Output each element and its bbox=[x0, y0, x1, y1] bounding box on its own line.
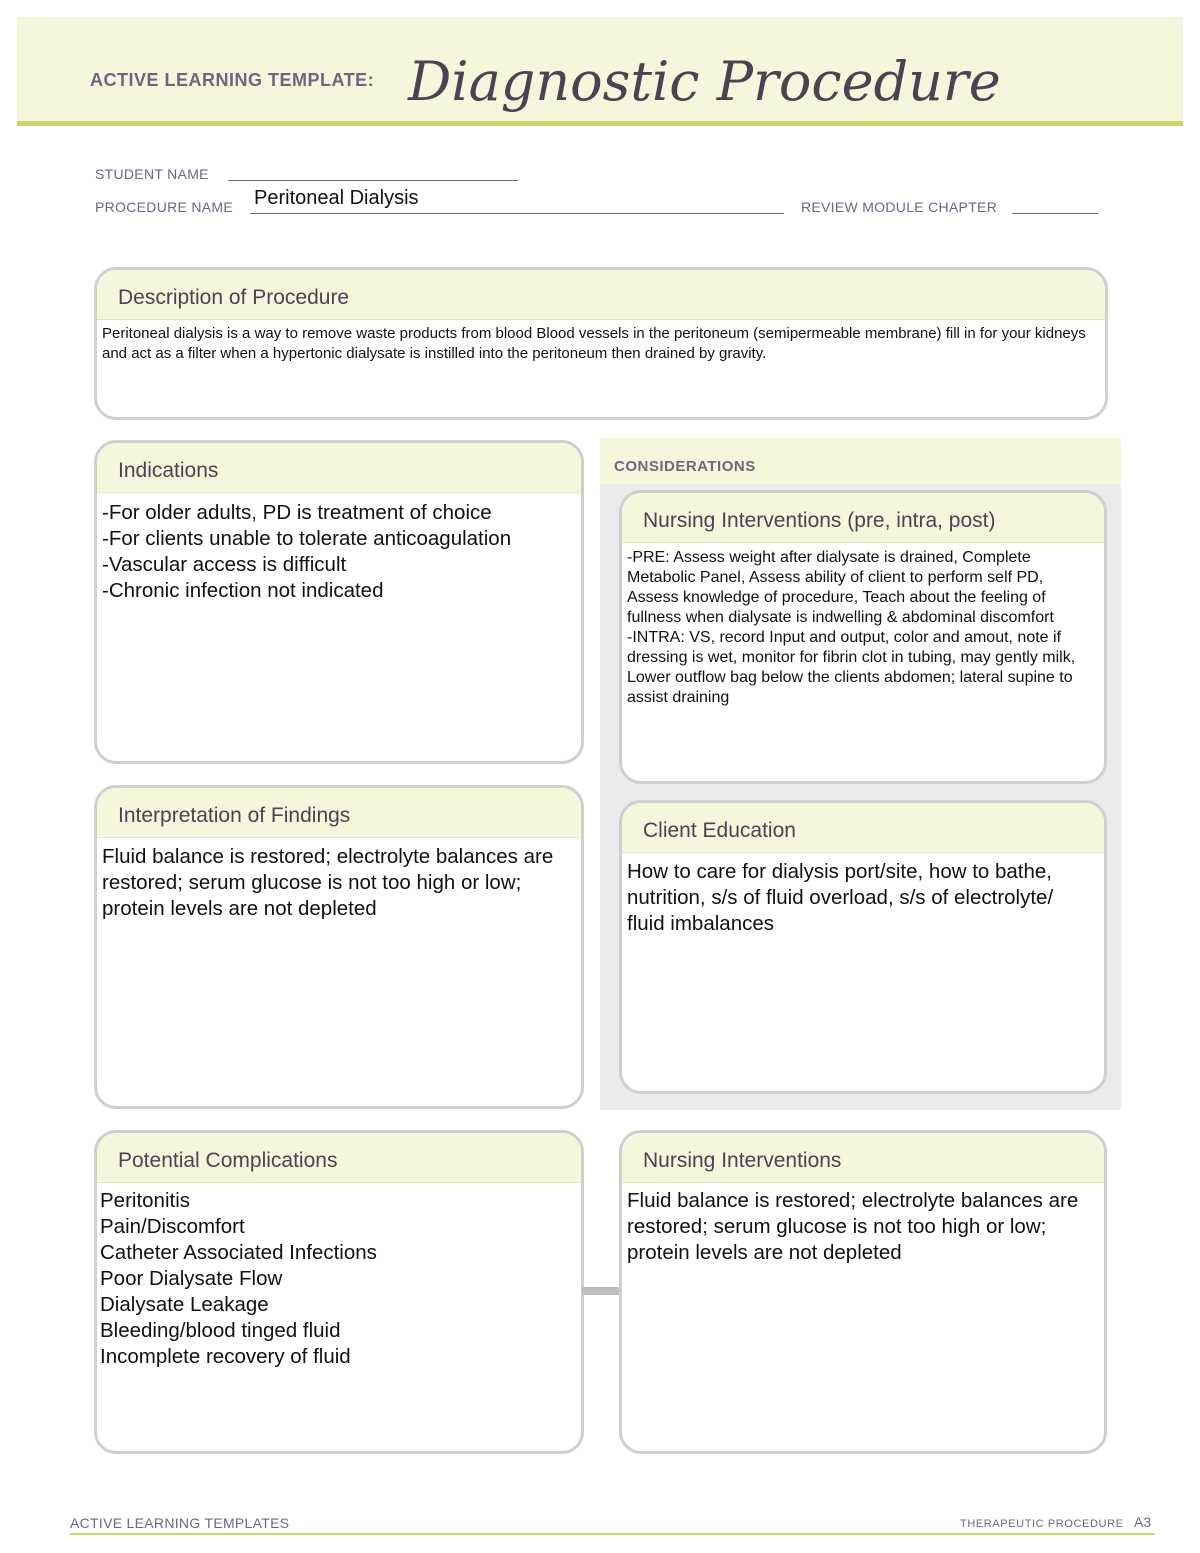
nursing-interventions-prepost-card bbox=[619, 490, 1107, 784]
interpretation-text[interactable]: Fluid balance is restored; electrolyte balances are restored; serum glucose is not too high or low; protein levels are not depleted bbox=[102, 845, 554, 920]
template-label: ACTIVE LEARNING TEMPLATE: bbox=[90, 70, 375, 90]
review-module-underline bbox=[1012, 213, 1098, 214]
considerations-title: CONSIDERATIONS bbox=[614, 458, 756, 475]
procedure-name-label: PROCEDURE NAME bbox=[95, 199, 233, 215]
nursing-interventions-prepost-text[interactable]: -PRE: Assess weight after dialysate is drained, Complete Metabolic Panel, Assess ability of client to perform self PD, Assess knowledge of procedure, Teach about the feeling of fullness when dialysate is indwelling & abdominal discomfort -INTRA: VS, record Input and output, color and amout, note if dressing is wet, monitor for fibrin clot in tubing, may gently milk, Lower outflow bag below the clients abdomen; lateral supine to assist draining bbox=[627, 549, 1076, 706]
description-card bbox=[94, 267, 1108, 420]
student-name-label: STUDENT NAME bbox=[95, 166, 209, 182]
indications-text[interactable]: -For older adults, PD is treatment of choice -For clients unable to tolerate anticoagulation -Vascular access is difficult -Chronic infection not indicated bbox=[102, 501, 512, 602]
nursing-interventions-title: Nursing Interventions bbox=[622, 1133, 1104, 1183]
nursing-interventions-prepost-title: Nursing Interventions (pre, intra, post) bbox=[622, 493, 1104, 543]
review-module-label: REVIEW MODULE CHAPTER bbox=[801, 199, 998, 215]
procedure-name-field[interactable]: Peritoneal Dialysis bbox=[254, 187, 419, 209]
client-education-text[interactable]: How to care for dialysis port/site, how to bathe, nutrition, s/s of fluid overload, s/s of electrolyte/ fluid imbalances bbox=[627, 860, 1054, 935]
student-name-underline bbox=[228, 180, 518, 181]
interpretation-card bbox=[94, 785, 584, 1109]
indications-card bbox=[94, 440, 584, 764]
indications-title: Indications bbox=[97, 443, 581, 493]
footer-divider bbox=[70, 1533, 1155, 1535]
complications-card bbox=[94, 1130, 584, 1454]
description-text[interactable]: Peritoneal dialysis is a way to remove waste products from blood Blood vessels in the peritoneum (semipermeable membrane) fill in for your kidneys and act as a filter when a hypertonic dialysate is instilled into the peritoneum then drained by gravity. bbox=[102, 325, 1086, 362]
complications-text[interactable]: Peritonitis Pain/Discomfort Catheter Associated Infections Poor Dialysate Flow Dialysate Leakage Bleeding/blood tinged fluid Incomplete recovery of fluid bbox=[100, 1189, 377, 1368]
complications-title: Potential Complications bbox=[97, 1133, 581, 1183]
card-connector bbox=[582, 1287, 620, 1295]
page-title: Diagnostic Procedure bbox=[408, 50, 1001, 113]
footer-right-label: THERAPEUTIC PROCEDURE bbox=[960, 1518, 1124, 1530]
client-education-card bbox=[619, 800, 1107, 1094]
footer-left-label: ACTIVE LEARNING TEMPLATES bbox=[70, 1515, 290, 1531]
description-title: Description of Procedure bbox=[97, 270, 1105, 320]
nursing-interventions-text[interactable]: Fluid balance is restored; electrolyte balances are restored; serum glucose is not too high or low; protein levels are not depleted bbox=[627, 1189, 1079, 1264]
client-education-title: Client Education bbox=[622, 803, 1104, 853]
interpretation-title: Interpretation of Findings bbox=[97, 788, 581, 838]
page-number: A3 bbox=[1134, 1514, 1152, 1530]
nursing-interventions-card bbox=[619, 1130, 1107, 1454]
procedure-name-underline bbox=[250, 213, 784, 214]
